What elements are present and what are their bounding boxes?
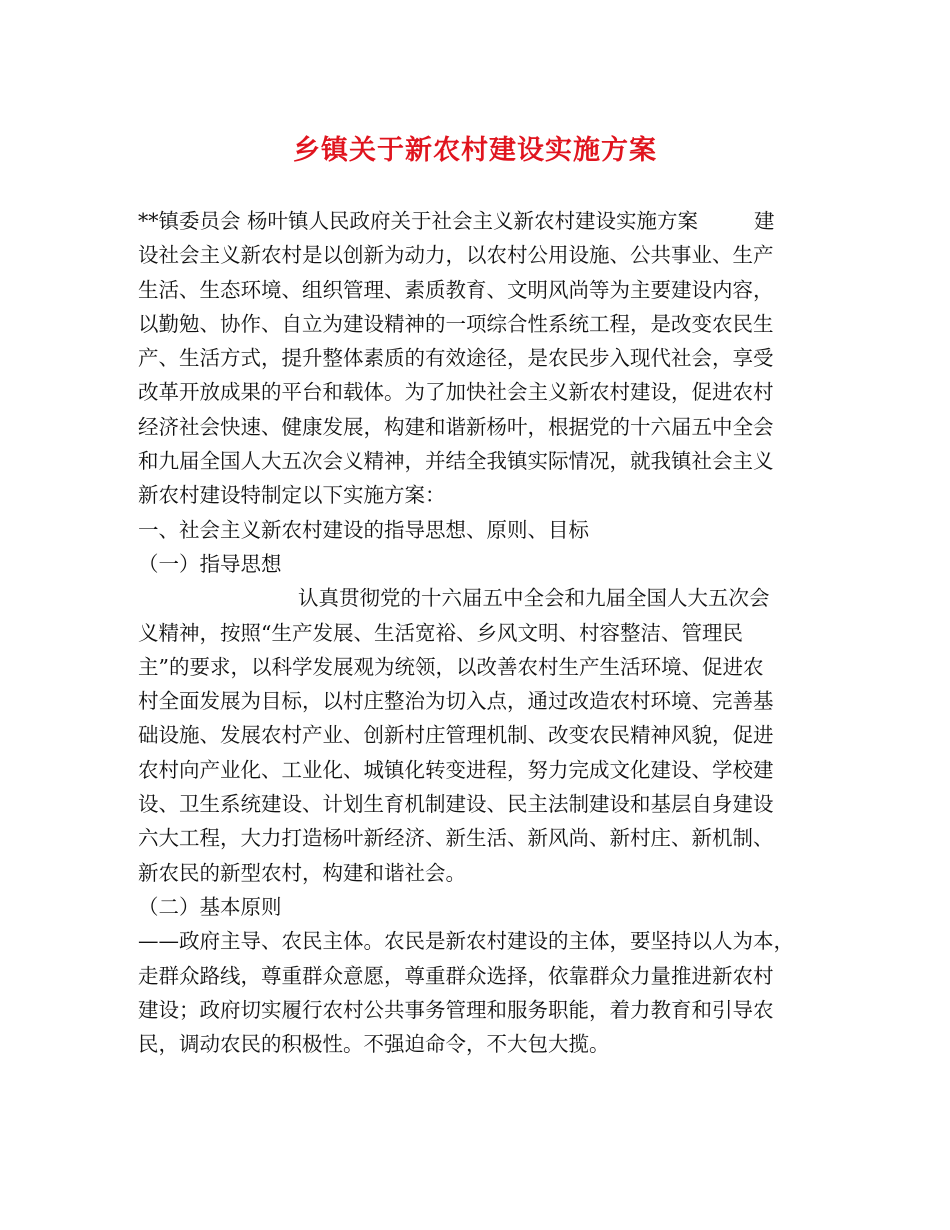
paragraph-line: 六大工程，大力打造杨叶新经济、新生活、新风尚、新村庄、新机制、 xyxy=(138,826,774,851)
paragraph-line: ——政府主导、农民主体。农民是新农村建设的主体，要坚持以人为本， xyxy=(138,929,794,954)
paragraph-line: 础设施、发展农村产业、创新村庄管理机制、改变农民精神风貌，促进 xyxy=(138,723,774,748)
paragraph-line: 义精神，按照“生产发展、生活宽裕、乡风文明、村容整洁、管理民 xyxy=(138,620,743,645)
intro-line xyxy=(138,204,838,238)
subsection-heading: （二）基本原则 xyxy=(138,894,282,919)
paragraph-line: 设社会主义新农村是以创新为动力，以农村公用设施、公共事业、生产 xyxy=(138,243,774,268)
paragraph-line: 改革开放成果的平台和载体。为了加快社会主义新农村建设，促进农村 xyxy=(138,380,774,405)
document-title: 乡镇关于新农村建设实施方案 xyxy=(293,135,657,166)
paragraph-line: 生活、生态环境、组织管理、素质教育、文明风尚等为主要建设内容， xyxy=(138,277,774,302)
section-heading: 一、社会主义新农村建设的指导思想、原则、目标 xyxy=(138,517,589,542)
paragraph-line: 新农民的新型农村，构建和谐社会。 xyxy=(138,860,466,885)
paragraph-line: 经济社会快速、健康发展，构建和谐新杨叶，根据党的十六届五中全会 xyxy=(138,414,774,439)
intro-head: **镇委员会 杨叶镇人民政府关于社会主义新农村建设实施方案 xyxy=(138,209,699,233)
paragraph-line: 民，调动农民的积极性。不强迫命令，不大包大揽。 xyxy=(138,1032,610,1057)
paragraph-line: 和九届全国人大五次会义精神，并结全我镇实际情况，就我镇社会主义 xyxy=(138,449,774,474)
paragraph-line: 村全面发展为目标，以村庄整治为切入点，通过改造农村环境、完善基 xyxy=(138,689,774,714)
paragraph-line: 新农村建设特制定以下实施方案： xyxy=(138,483,446,508)
paragraph-line: 认真贯彻党的十六届五中全会和九届全国人大五次会 xyxy=(298,586,770,611)
document-body xyxy=(138,204,838,1061)
paragraph-line: 以勤勉、协作、自立为建设精神的一项综合性系统工程，是改变农民生 xyxy=(138,311,774,336)
subsection-heading: （一）指导思想 xyxy=(138,551,282,576)
paragraph-line: 产、生活方式，提升整体素质的有效途径，是农民步入现代社会，享受 xyxy=(138,346,774,371)
paragraph-line: 主”的要求，以科学发展观为统领，以改善农村生产生活环境、促进农 xyxy=(138,654,764,679)
paragraph-line: 建设；政府切实履行农村公共事务管理和服务职能，着力教育和引导农 xyxy=(138,997,774,1022)
paragraph-line: 走群众路线，尊重群众意愿，尊重群众选择，依靠群众力量推进新农村 xyxy=(138,963,774,988)
paragraph-line: 设、卫生系统建设、计划生育机制建设、民主法制建设和基层自身建设 xyxy=(138,792,774,817)
intro-tail: 建 xyxy=(754,209,775,233)
paragraph-line: 农村向产业化、工业化、城镇化转变进程，努力完成文化建设、学校建 xyxy=(138,757,774,782)
